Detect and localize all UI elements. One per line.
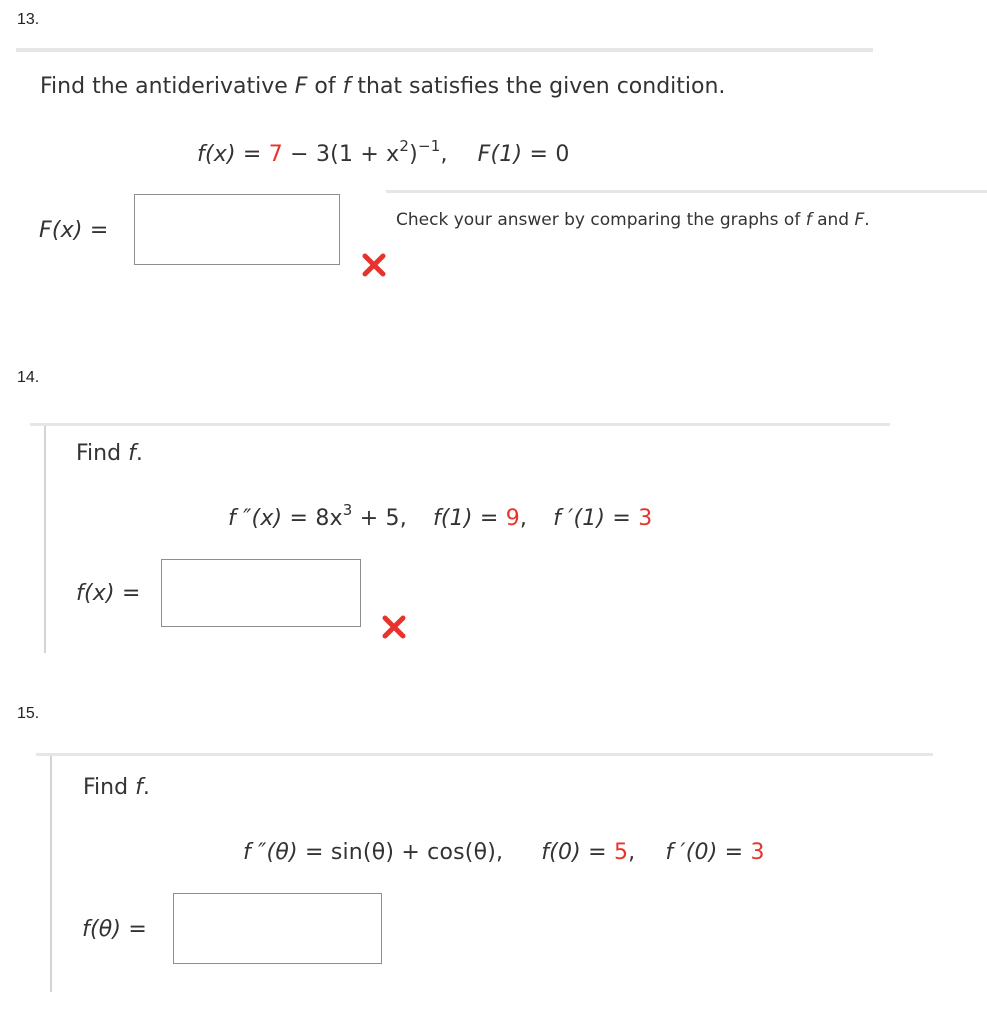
problem-13-number: 13. [17, 11, 40, 28]
problem-14-prompt: Find f. [76, 441, 143, 466]
problem-13-prompt: Find the antiderivative F of f that satisfies the given condition. [40, 74, 726, 99]
incorrect-x-icon [361, 252, 387, 278]
problem-15-answer-input[interactable] [173, 893, 382, 964]
problem-14-answer-input[interactable] [161, 559, 361, 627]
problem-15-top-rule [36, 753, 933, 756]
problem-14-answer-label: f(x) = [76, 581, 141, 606]
problem-14-left-rule [44, 426, 46, 653]
problem-13-equation: $f(x) = 7 - 3(1 + x^2)^{-1}$, F(1) = 0 [197, 136, 570, 167]
incorrect-x-icon [381, 614, 407, 640]
problem-15-left-rule [50, 756, 52, 992]
problem-13-hint-rule [386, 190, 987, 193]
given-value: 9 [505, 506, 520, 531]
problem-13-hint: Check your answer by comparing the graphs of f and F. [396, 210, 870, 230]
given-value: 5 [613, 840, 629, 865]
problem-14-equation: f $''(x) = 8x^3 + 5$, f(1) = 9, f ′(1) = 3 [228, 500, 653, 531]
problem-15-equation: f ″(θ) = sin(θ) + cos(θ), f(0) = 5, f ′(0) = 3 [243, 840, 765, 865]
problem-13-top-rule [16, 48, 873, 52]
problem-13-answer-label: F(x) = [39, 218, 109, 243]
problem-14-number: 14. [17, 369, 40, 386]
problem-15-prompt: Find f. [83, 775, 150, 800]
problem-15-number: 15. [17, 705, 40, 722]
problem-13-answer-input[interactable] [134, 194, 340, 265]
problem-14-top-rule [30, 423, 890, 426]
given-value: 3 [750, 840, 765, 865]
given-value: 3 [638, 506, 653, 531]
problem-15-answer-label: f(θ) = [82, 917, 148, 942]
given-value: 7 [268, 142, 283, 167]
